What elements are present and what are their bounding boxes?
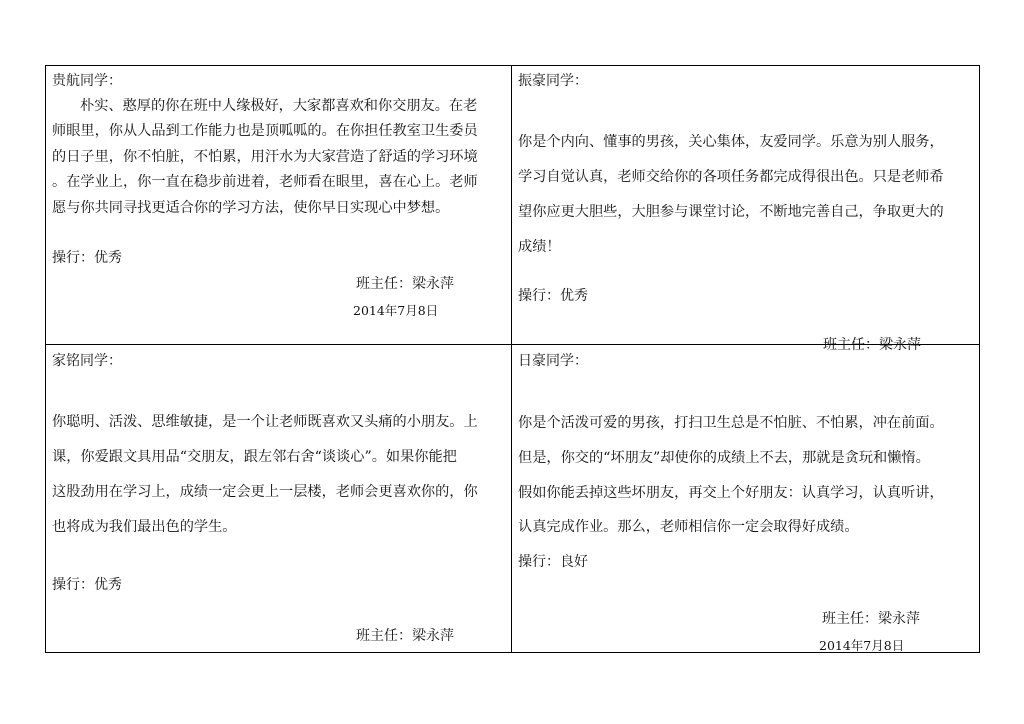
comment-line: 也将成为我们最出色的学生。	[52, 519, 237, 535]
comment-line: 成绩！	[518, 239, 561, 255]
comment-line: 你聪明、活泼、思维敏捷，是一个让老师既喜欢又头痛的小朋友。上	[52, 414, 478, 430]
conduct-grade: 操行：良好	[518, 554, 588, 570]
conduct-grade: 操行：优秀	[518, 288, 588, 304]
conduct-grade: 操行：优秀	[52, 250, 122, 266]
conduct-grade: 操行：优秀	[52, 577, 122, 593]
comment-line: 认真完成作业。那么，老师相信你一定会取得好成绩。	[518, 519, 859, 535]
student-name: 贵航同学：	[52, 73, 122, 89]
comment-card-zhenhao	[512, 66, 979, 353]
comment-line: 课，你爱跟文具用品“交朋友，跟左邻右舍“谈谈心”。如果你能把	[52, 449, 457, 465]
comment-line: 愿与你共同寻找更适合你的学习方法，使你早日实现心中梦想。	[52, 200, 450, 216]
comment-line: 你是个内向、懂事的男孩，关心集体，友爱同学。乐意为别人服务，	[518, 134, 944, 150]
comment-line: 你是个活泼可爱的男孩，打扫卫生总是不怕脏、不怕累，冲在前面。	[518, 415, 944, 431]
comment-line: 。在学业上，你一直在稳步前进着，老师看在眼里，喜在心上。老师	[52, 174, 478, 190]
comment-date: 2014年7月8日	[819, 638, 905, 653]
comment-line: 朴实、憨厚的你在班中人缘极好，大家都喜欢和你交朋友。在老	[80, 98, 478, 114]
teacher-signature: 班主任：梁永萍	[356, 628, 454, 644]
comment-line: 师眼里，你从人品到工作能力也是顶呱呱的。在你担任教室卫生委员	[52, 123, 478, 139]
student-name: 振豪同学：	[518, 73, 588, 89]
student-name: 日豪同学：	[518, 353, 588, 369]
table-border-right	[979, 65, 980, 653]
student-name: 家铭同学：	[52, 353, 122, 369]
comment-card-jiaming	[46, 345, 511, 652]
comment-line: 学习自觉认真，老师交给你的各项任务都完成得很出色。只是老师希	[518, 169, 944, 185]
teacher-signature: 班主任：梁永萍	[823, 337, 921, 353]
teacher-signature: 班主任：梁永萍	[822, 611, 920, 627]
comment-line: 望你应更大胆些，大胆参与课堂讨论，不断地完善自己，争取更大的	[518, 204, 944, 220]
comment-line: 但是，你交的“坏朋友”却使你的成绩上不去，那就是贪玩和懒惰。	[518, 450, 930, 466]
comment-line: 的日子里，你不怕脏，不怕累，用汗水为大家营造了舒适的学习环境	[52, 149, 478, 165]
comment-date: 2014年7月8日	[353, 303, 439, 318]
comment-line: 假如你能丢掉这些坏朋友，再交上个好朋友：认真学习，认真听讲，	[518, 485, 944, 501]
comment-card-guihang	[46, 66, 511, 344]
comment-line: 这股劲用在学习上，成绩一定会更上一层楼，老师会更喜欢你的，你	[52, 484, 478, 500]
teacher-signature: 班主任：梁永萍	[356, 276, 454, 292]
comment-card-rihao	[512, 345, 979, 652]
